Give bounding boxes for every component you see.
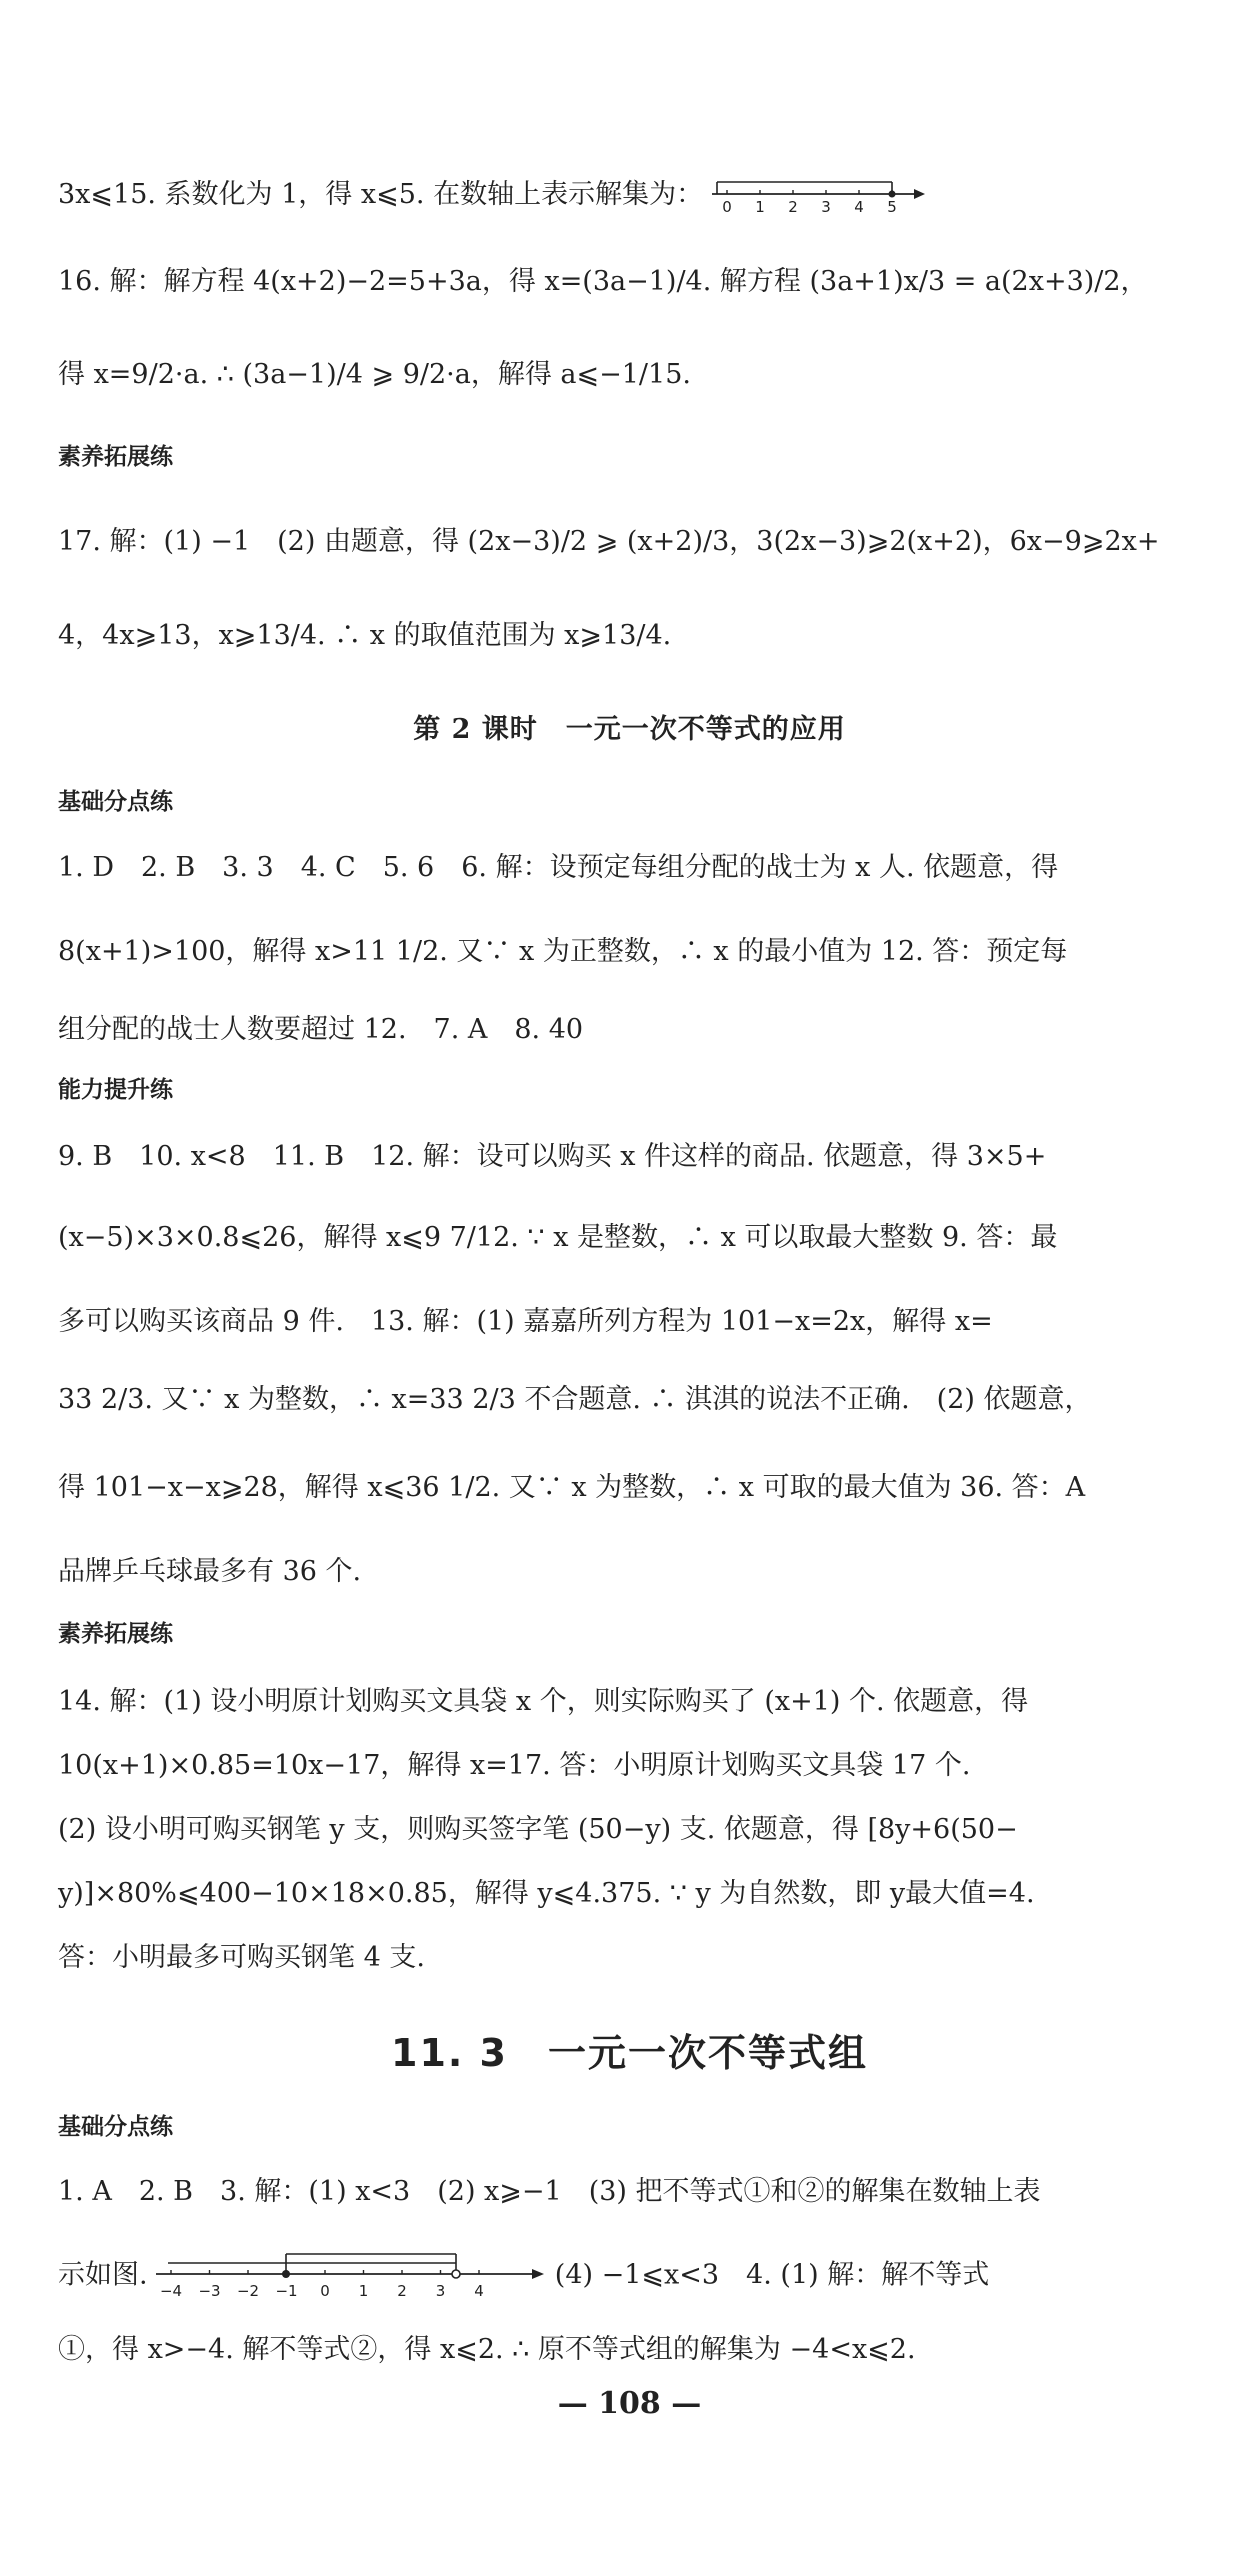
text-line (58, 932, 1199, 972)
text-line (58, 1682, 1199, 1722)
number-line-diagram-2 (156, 2248, 546, 2304)
text-span: (2) 设小明可购买钢笔 y 支，则购买签字笔 (50−y) 支. 依题意，得 [8y+6(50− (58, 1814, 1018, 1845)
section-heading: 能力提升练 (58, 1077, 173, 1103)
text-line (58, 1552, 1199, 1592)
page-number: — 108 — (557, 2386, 702, 2421)
text-line (58, 262, 1199, 302)
text-line (58, 175, 1199, 216)
text-span: 14. 解：(1) 设小明原计划购买文具袋 x 个，则实际购买了 (x+1) 个. 依题意，得 (58, 1686, 1029, 1717)
text-line (58, 616, 1199, 656)
text-line (58, 2330, 1199, 2370)
tick-label: 1 (754, 197, 765, 216)
text-line (58, 1746, 1199, 1786)
tick-label: 0 (721, 197, 732, 216)
tick-label: −3 (198, 2282, 221, 2300)
tick-label: 0 (320, 2282, 330, 2300)
text-span: 得 x=9/2·a. ∴ (3a−1)/4 ⩾ 9/2·a，解得 a⩽−1/15. (58, 359, 691, 390)
text-span: 品牌乒乓球最多有 36 个. (58, 1556, 362, 1587)
text-span: (4) −1⩽x<3 4. (1) 解：解不等式 (554, 2259, 990, 2291)
tick-label: 5 (886, 197, 897, 216)
section-heading: 基础分点练 (58, 2114, 173, 2140)
open-endpoint-circle (452, 2270, 460, 2278)
text-span: 1. D 2. B 3. 3 4. C 5. 6 6. 解：设预定每组分配的战士为 x 人. 依题意，得 (58, 852, 1059, 883)
tick-label: 2 (787, 197, 798, 216)
text-line (58, 1874, 1199, 1914)
text-span: 9. B 10. x<8 11. B 12. 解：设可以购买 x 件这样的商品. 依题意，得 3×5+ (58, 1141, 1047, 1172)
text-span: 16. 解：解方程 4(x+2)−2=5+3a，得 x=(3a−1)/4. 解方程 (3a+1)x/3 = a(2x+3)/2， (58, 266, 1148, 297)
text-span: ①，得 x>−4. 解不等式②，得 x⩽2. ∴ 原不等式组的解集为 −4<x⩽2. (58, 2334, 916, 2365)
tick-label: 3 (435, 2282, 446, 2300)
tick-label: 2 (397, 2282, 407, 2300)
text-span: 3x⩽15. 系数化为 1，得 x⩽5. 在数轴上表示解集为： (58, 179, 704, 210)
text-line (58, 1810, 1199, 1850)
text-line (58, 1302, 1199, 1342)
tick-label: 4 (474, 2282, 484, 2300)
text-span: 组分配的战士人数要超过 12. 7. A 8. 40 (58, 1014, 584, 1045)
text-line (58, 1137, 1199, 1177)
text-span: 得 101−x−x⩾28，解得 x⩽36 1/2. 又∵ x 为整数，∴ x 可取的最大值为 36. 答：A (58, 1472, 1086, 1503)
text-line (58, 1938, 1199, 1978)
text-line (58, 522, 1199, 562)
unit-title: 11. 3 一元一次不等式组 (391, 2031, 868, 2075)
section-heading: 基础分点练 (58, 789, 173, 815)
text-span: 33 2/3. 又∵ x 为整数，∴ x=33 2/3 不合题意. ∴ 淇淇的说法不正确. (2) 依题意， (58, 1384, 1092, 1415)
tick-label: −2 (237, 2282, 260, 2300)
text-span: 示如图. (58, 2259, 148, 2291)
text-span: 17. 解：(1) −1 (2) 由题意，得 (2x−3)/2 ⩾ (x+2)/3，3(2x−3)⩾2(x+2)，6x−9⩾2x+ (58, 526, 1160, 557)
tick-label: −1 (275, 2282, 298, 2300)
text-span: 8(x+1)>100，解得 x>11 1/2. 又∵ x 为正整数，∴ x 的最小值为 12. 答：预定每 (58, 936, 1068, 967)
section-heading: 素养拓展练 (58, 1621, 173, 1647)
text-span: 多可以购买该商品 9 件. 13. 解：(1) 嘉嘉所列方程为 101−x=2x，解得 x= (58, 1306, 993, 1337)
lesson-title: 第 2 课时 一元一次不等式的应用 (413, 714, 846, 745)
text-line (58, 2248, 1199, 2304)
text-line (58, 2172, 1199, 2212)
tick-label: 3 (820, 197, 831, 216)
tick-label: 1 (358, 2282, 369, 2300)
text-line (58, 1010, 1199, 1050)
text-line (58, 1218, 1199, 1258)
text-line (58, 1468, 1199, 1508)
text-span: 10(x+1)×0.85=10x−17，解得 x=17. 答：小明原计划购买文具袋 17 个. (58, 1750, 971, 1781)
text-span: 1. A 2. B 3. 解：(1) x<3 (2) x⩾−1 (3) 把不等式①和②的解集在数轴上表 (58, 2176, 1041, 2207)
text-line (58, 1380, 1199, 1420)
text-line (58, 355, 1199, 395)
tick-label: 4 (853, 197, 864, 216)
text-span: 答：小明最多可购买钢笔 4 支. (58, 1942, 425, 1973)
text-span: y)]×80%⩽400−10×18×0.85，解得 y⩽4.375. ∵ y 为自然数，即 y最大值=4. (58, 1878, 1035, 1909)
tick-label: −4 (160, 2282, 183, 2300)
number-line-diagram-1 (712, 176, 927, 216)
text-span: (x−5)×3×0.8⩽26，解得 x⩽9 7/12. ∵ x 是整数，∴ x 可以取最大整数 9. 答：最 (58, 1222, 1058, 1253)
text-span: 4，4x⩾13，x⩾13/4. ∴ x 的取值范围为 x⩾13/4. (58, 620, 672, 651)
text-line (58, 848, 1199, 888)
section-heading: 素养拓展练 (58, 444, 173, 470)
